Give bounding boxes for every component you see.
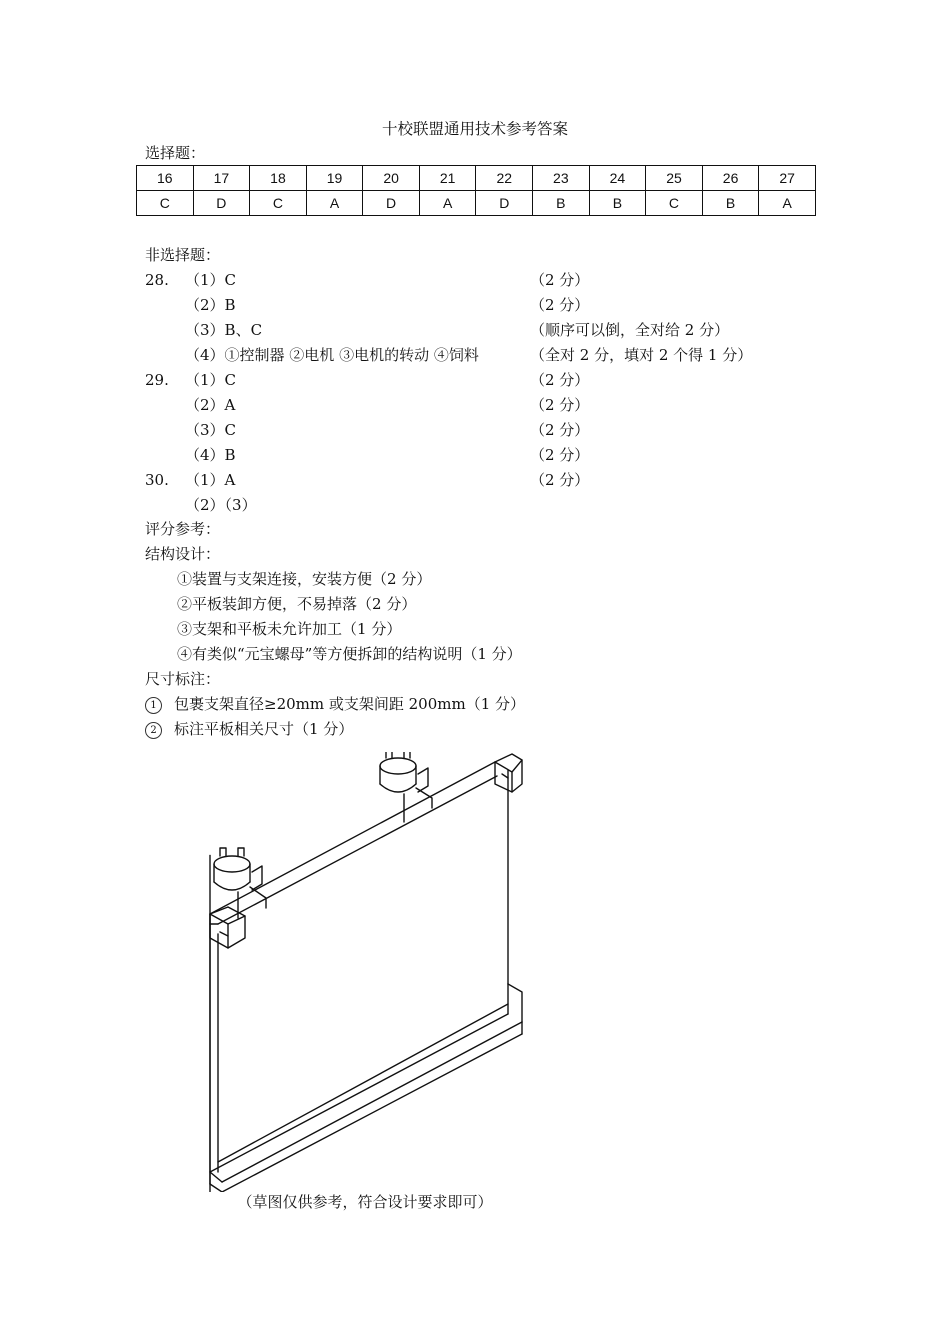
dimension-text: 包裹支架直径≥20mm 或支架间距 200mm（1 分）: [174, 695, 526, 713]
answer-cell: D: [363, 191, 420, 216]
right-clamp: [380, 752, 432, 822]
choice-heading: 选择题：: [145, 144, 206, 162]
question-number: 19: [306, 166, 363, 191]
answer-cell: C: [250, 191, 307, 216]
nonchoice-heading: 非选择题：: [145, 246, 221, 264]
dimension-item: [145, 694, 525, 714]
question-number-row: [137, 166, 816, 191]
answer-cell: C: [646, 191, 703, 216]
answer-score: （顺序可以倒，全对给 2 分）: [530, 321, 730, 339]
answer-cell: D: [193, 191, 250, 216]
question-number: 21: [419, 166, 476, 191]
question-number: 16: [137, 166, 194, 191]
question-label: 28.: [145, 271, 169, 289]
question-number: 18: [250, 166, 307, 191]
answer-item: （4）B: [185, 446, 236, 464]
question-number: 20: [363, 166, 420, 191]
answer-score: （2 分）: [530, 396, 590, 414]
question-label: 30.: [145, 471, 169, 489]
tablet-holder-sketch: [190, 752, 530, 1192]
question-label: 29.: [145, 371, 169, 389]
answer-item: （3）B、C: [185, 321, 263, 339]
circled-number: 1: [145, 697, 162, 714]
question-number: 24: [589, 166, 646, 191]
grading-heading: 评分参考：: [145, 520, 221, 538]
question-number: 23: [533, 166, 590, 191]
answer-table: [136, 165, 816, 216]
question-number: 26: [702, 166, 759, 191]
answer-score: （2 分）: [530, 471, 590, 489]
circled-number: 2: [145, 722, 162, 739]
answer-item: （2）B: [185, 296, 236, 314]
answer-item: （1）C: [185, 371, 237, 389]
answer-cell: A: [759, 191, 816, 216]
answer-item: （2）（3）: [185, 496, 257, 514]
bottom-tray: [210, 984, 522, 1192]
answer-item: （4）①控制器 ②电机 ③电机的转动 ④饲料: [185, 346, 479, 364]
answer-cell: B: [589, 191, 646, 216]
answer-cell: C: [137, 191, 194, 216]
answer-score: （全对 2 分，填对 2 个得 1 分）: [530, 346, 753, 364]
answer-score: （2 分）: [530, 371, 590, 389]
answer-item: （1）C: [185, 271, 237, 289]
sketch-caption: （草图仅供参考，符合设计要求即可）: [237, 1193, 493, 1211]
question-number: 27: [759, 166, 816, 191]
question-number: 22: [476, 166, 533, 191]
answer-score: （2 分）: [530, 446, 590, 464]
structure-item: ④有类似“元宝螺母”等方便拆卸的结构说明（1 分）: [177, 645, 522, 663]
answer-cell: A: [419, 191, 476, 216]
dimension-heading: 尺寸标注：: [145, 670, 221, 688]
dimension-item: [145, 719, 353, 739]
question-number: 25: [646, 166, 703, 191]
structure-item: ③支架和平板未允许加工（1 分）: [177, 620, 402, 638]
answer-item: （2）A: [185, 396, 236, 414]
answer-cell: B: [702, 191, 759, 216]
answer-cell: D: [476, 191, 533, 216]
dimension-text: 标注平板相关尺寸（1 分）: [174, 720, 354, 738]
answer-score: （2 分）: [530, 296, 590, 314]
answer-cell: B: [533, 191, 590, 216]
structure-item: ①装置与支架连接，安装方便（2 分）: [177, 570, 432, 588]
question-number: 17: [193, 166, 250, 191]
top-rail: [210, 762, 497, 924]
answer-score: （2 分）: [530, 271, 590, 289]
left-frame: [210, 855, 218, 1184]
structure-item: ②平板装卸方便，不易掉落（2 分）: [177, 595, 417, 613]
answer-cell: A: [306, 191, 363, 216]
top-left-hook: [210, 907, 245, 948]
answer-row: [137, 191, 816, 216]
answer-item: （3）C: [185, 421, 237, 439]
answer-score: （2 分）: [530, 421, 590, 439]
answer-item: （1）A: [185, 471, 236, 489]
structure-heading: 结构设计：: [145, 545, 221, 563]
page-title: 十校联盟通用技术参考答案: [381, 120, 568, 138]
